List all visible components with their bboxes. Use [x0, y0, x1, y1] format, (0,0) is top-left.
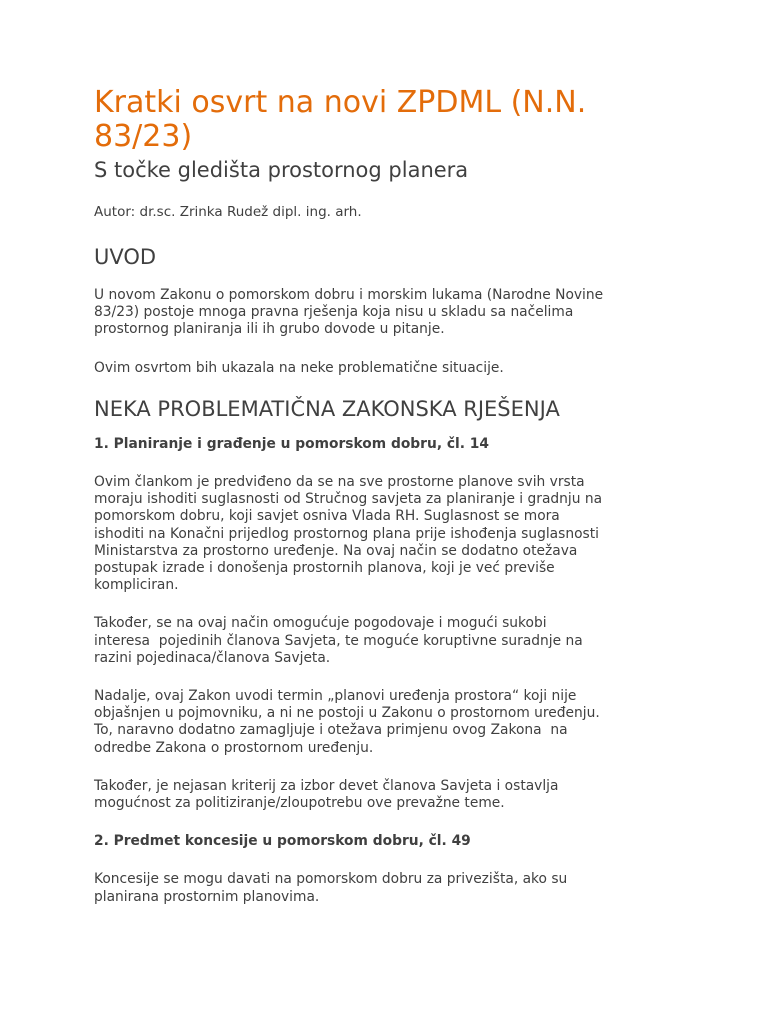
text-line: odredbe Zakona o prostornom uređenju.	[94, 739, 374, 756]
author-line: Autor: dr.sc. Zrinka Rudež dipl. ing. arh.	[94, 204, 362, 220]
subsection-2-paragraph-1	[94, 871, 674, 905]
subsection-heading-1: 1. Planiranje i građenje u pomorskom dobru, čl. 14	[94, 435, 490, 452]
text-line: pomorskom dobru, koji savjet osniva Vlada RH. Suglasnost se mora	[94, 508, 560, 525]
subsection-1-paragraph-1	[94, 474, 674, 594]
section-heading-problems: NEKA PROBLEMATIČNA ZAKONSKA RJEŠENJA	[94, 396, 560, 421]
text-line: Nadalje, ovaj Zakon uvodi termin „planovi uređenja prostora“ koji nije	[94, 688, 577, 705]
text-line: 83/23) postoje mnoga pravna rješenja koja nisu u skladu sa načelima	[94, 304, 574, 321]
subsection-1-paragraph-3	[94, 688, 674, 757]
subsection-1-paragraph-2	[94, 615, 674, 667]
text-line: Ministarstva za prostorno uređenje. Na ovaj način se dodatno otežava	[94, 542, 578, 559]
section-heading-uvod: UVOD	[94, 245, 157, 269]
text-line: interesa pojedinih članova Savjeta, te moguće koruptivne suradnje na	[94, 632, 583, 649]
intro-paragraph-2	[94, 360, 674, 377]
document-subtitle: S točke gledišta prostornog planera	[94, 158, 469, 182]
document-title: Kratki osvrt na novi ZPDML (N.N. 83/23)	[94, 85, 587, 154]
text-line: postupak izrade i donošenja prostornih planova, koji je već previše	[94, 560, 555, 577]
text-line: Koncesije se mogu davati na pomorskom dobru za privezišta, ako su	[94, 871, 568, 888]
text-line: razini pojedinaca/članova Savjeta.	[94, 649, 331, 666]
subsection-1-paragraph-4	[94, 778, 674, 812]
text-line: kompliciran.	[94, 577, 179, 594]
text-line: Također, se na ovaj način omogućuje pogodovaje i mogući sukobi	[94, 615, 547, 632]
text-line: Ovim osvrtom bih ukazala na neke problematične situacije.	[94, 359, 504, 376]
text-line: U novom Zakonu o pomorskom dobru i morskim lukama (Narodne Novine	[94, 287, 604, 303]
text-line: mogućnost za politiziranje/zloupotrebu ove prevažne teme.	[94, 795, 505, 812]
text-line: Ovim člankom je predviđeno da se na sve prostorne planove svih vrsta	[94, 474, 585, 491]
intro-paragraph-1	[94, 287, 674, 339]
text-line: ishoditi na Konačni prijedlog prostornog plana prije ishođenja suglasnosti	[94, 525, 599, 542]
text-line: objašnjen u pojmovniku, a ni ne postoji u Zakonu o prostornom uređenju.	[94, 705, 600, 722]
text-line: To, naravno dodatno zamagljuje i otežava primjenu ovog Zakona na	[94, 722, 568, 739]
text-line: planirana prostornim planovima.	[94, 888, 320, 905]
subsection-heading-2: 2. Predmet koncesije u pomorskom dobru, čl. 49	[94, 833, 471, 850]
text-line: Također, je nejasan kriterij za izbor devet članova Savjeta i ostavlja	[94, 777, 559, 794]
text-line: prostornog planiranja ili ih grubo dovode u pitanje.	[94, 321, 445, 338]
text-line: moraju ishoditi suglasnosti od Stručnog savjeta za planiranje i gradnju na	[94, 491, 603, 508]
